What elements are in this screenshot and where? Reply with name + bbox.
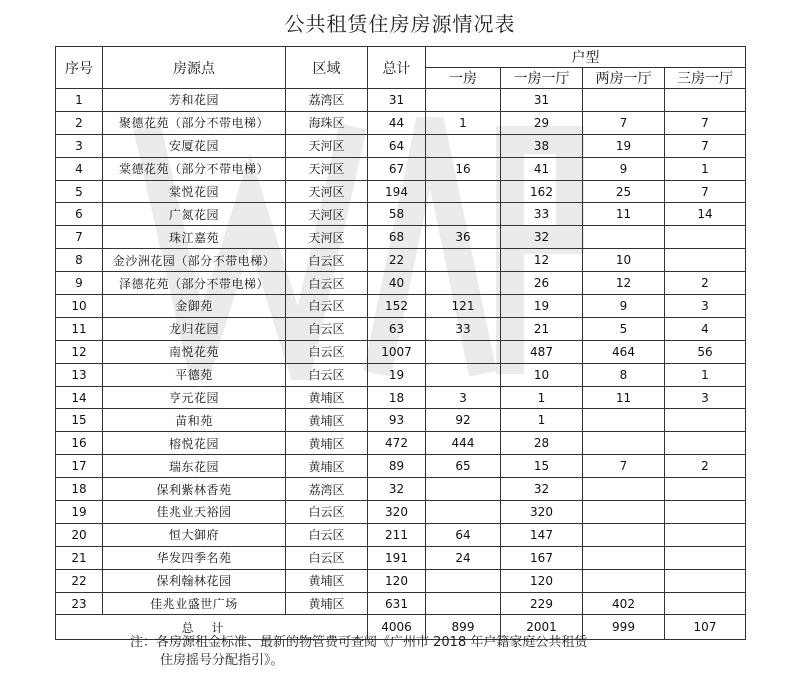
total-cell: 4006	[368, 615, 426, 640]
header-district: 区域	[286, 47, 368, 89]
cell-type-1: 36	[426, 226, 501, 249]
cell-district: 白云区	[286, 272, 368, 295]
cell-type-4: 7	[665, 111, 746, 134]
cell-type-2: 32	[501, 478, 583, 501]
cell-no: 5	[56, 180, 103, 203]
cell-type-3	[583, 409, 665, 432]
cell-type-2: 28	[501, 432, 583, 455]
cell-type-4	[665, 523, 746, 546]
cell-district: 海珠区	[286, 111, 368, 134]
cell-name: 平德苑	[103, 363, 286, 386]
header-name: 房源点	[103, 47, 286, 89]
cell-name: 保利紫林香苑	[103, 478, 286, 501]
cell-type-1	[426, 478, 501, 501]
table-row	[56, 272, 746, 295]
cell-total: 472	[368, 432, 426, 455]
cell-type-4	[665, 432, 746, 455]
cell-type-2: 10	[501, 363, 583, 386]
cell-total: 320	[368, 501, 426, 524]
cell-type-2: 147	[501, 523, 583, 546]
header-total: 总计	[368, 47, 426, 89]
housing-source-table	[55, 46, 746, 640]
cell-type-1	[426, 89, 501, 112]
cell-total: 631	[368, 592, 426, 615]
cell-type-2: 229	[501, 592, 583, 615]
total-label: 总计	[56, 615, 368, 640]
cell-type-1	[426, 501, 501, 524]
cell-name: 南悦花苑	[103, 340, 286, 363]
cell-name: 聚德花苑（部分不带电梯）	[103, 111, 286, 134]
total-type-3: 999	[583, 615, 665, 640]
cell-type-2: 120	[501, 569, 583, 592]
cell-name: 金沙洲花园（部分不带电梯）	[103, 249, 286, 272]
cell-district: 荔湾区	[286, 478, 368, 501]
table-row	[56, 317, 746, 340]
cell-type-4: 7	[665, 180, 746, 203]
cell-total: 194	[368, 180, 426, 203]
cell-type-3	[583, 478, 665, 501]
cell-no: 16	[56, 432, 103, 455]
cell-district: 白云区	[286, 363, 368, 386]
cell-total: 22	[368, 249, 426, 272]
cell-total: 93	[368, 409, 426, 432]
cell-district: 天河区	[286, 180, 368, 203]
cell-type-2: 26	[501, 272, 583, 295]
cell-name: 泽德花苑（部分不带电梯）	[103, 272, 286, 295]
cell-type-3	[583, 432, 665, 455]
cell-type-4	[665, 478, 746, 501]
cell-name: 金御苑	[103, 295, 286, 318]
cell-total: 191	[368, 546, 426, 569]
cell-type-4	[665, 501, 746, 524]
header-type-1: 一房	[426, 68, 501, 89]
cell-district: 白云区	[286, 340, 368, 363]
table-row	[56, 569, 746, 592]
cell-type-1: 16	[426, 157, 501, 180]
cell-type-2: 1	[501, 386, 583, 409]
cell-no: 7	[56, 226, 103, 249]
table-row	[56, 386, 746, 409]
cell-name: 棠德花苑（部分不带电梯）	[103, 157, 286, 180]
cell-district: 黄埔区	[286, 569, 368, 592]
table-row	[56, 409, 746, 432]
cell-type-3: 8	[583, 363, 665, 386]
cell-district: 白云区	[286, 523, 368, 546]
cell-type-3: 11	[583, 203, 665, 226]
cell-type-2: 31	[501, 89, 583, 112]
cell-district: 天河区	[286, 226, 368, 249]
cell-type-2: 15	[501, 455, 583, 478]
cell-name: 保利翰林花园	[103, 569, 286, 592]
cell-type-1	[426, 203, 501, 226]
cell-total: 63	[368, 317, 426, 340]
cell-no: 4	[56, 157, 103, 180]
cell-district: 天河区	[286, 203, 368, 226]
cell-total: 40	[368, 272, 426, 295]
cell-type-2: 320	[501, 501, 583, 524]
cell-no: 2	[56, 111, 103, 134]
cell-total: 32	[368, 478, 426, 501]
cell-type-1: 121	[426, 295, 501, 318]
cell-no: 15	[56, 409, 103, 432]
cell-no: 3	[56, 134, 103, 157]
cell-name: 华发四季名苑	[103, 546, 286, 569]
cell-type-4: 2	[665, 455, 746, 478]
cell-name: 芳和花园	[103, 89, 286, 112]
footnote-line-1: 注：各房源租金标准、最新的物管费可查阅《广州市 2018 年户籍家庭公共租赁	[130, 635, 588, 650]
cell-total: 18	[368, 386, 426, 409]
table-row	[56, 203, 746, 226]
table-row	[56, 157, 746, 180]
cell-type-1	[426, 249, 501, 272]
cell-type-1: 33	[426, 317, 501, 340]
cell-type-1: 92	[426, 409, 501, 432]
cell-type-2: 38	[501, 134, 583, 157]
cell-type-3	[583, 226, 665, 249]
cell-type-3: 25	[583, 180, 665, 203]
table-row	[56, 455, 746, 478]
table-row	[56, 295, 746, 318]
cell-type-3: 11	[583, 386, 665, 409]
cell-no: 23	[56, 592, 103, 615]
cell-district: 黄埔区	[286, 592, 368, 615]
cell-type-2: 29	[501, 111, 583, 134]
cell-type-2: 167	[501, 546, 583, 569]
cell-type-4	[665, 89, 746, 112]
cell-no: 10	[56, 295, 103, 318]
cell-type-3: 10	[583, 249, 665, 272]
cell-no: 17	[56, 455, 103, 478]
cell-type-3: 9	[583, 295, 665, 318]
cell-type-1: 3	[426, 386, 501, 409]
cell-total: 19	[368, 363, 426, 386]
cell-total: 89	[368, 455, 426, 478]
cell-total: 44	[368, 111, 426, 134]
table-row	[56, 249, 746, 272]
cell-name: 瑞东花园	[103, 455, 286, 478]
cell-no: 14	[56, 386, 103, 409]
cell-type-1: 64	[426, 523, 501, 546]
cell-type-4	[665, 546, 746, 569]
total-type-2: 2001	[501, 615, 583, 640]
cell-total: 64	[368, 134, 426, 157]
cell-type-2: 162	[501, 180, 583, 203]
cell-total: 58	[368, 203, 426, 226]
cell-type-1: 24	[426, 546, 501, 569]
cell-type-1: 1	[426, 111, 501, 134]
cell-district: 白云区	[286, 295, 368, 318]
cell-name: 恒大御府	[103, 523, 286, 546]
cell-total: 211	[368, 523, 426, 546]
cell-district: 白云区	[286, 317, 368, 340]
cell-no: 6	[56, 203, 103, 226]
cell-type-4	[665, 226, 746, 249]
cell-type-3: 9	[583, 157, 665, 180]
cell-name: 苗和苑	[103, 409, 286, 432]
cell-total: 67	[368, 157, 426, 180]
header-type-4: 三房一厅	[665, 68, 746, 89]
table-row	[56, 134, 746, 157]
header-no: 序号	[56, 47, 103, 89]
cell-type-4: 1	[665, 157, 746, 180]
cell-type-1	[426, 592, 501, 615]
cell-no: 20	[56, 523, 103, 546]
cell-total: 31	[368, 89, 426, 112]
cell-type-2: 21	[501, 317, 583, 340]
cell-type-1	[426, 134, 501, 157]
cell-type-4	[665, 249, 746, 272]
cell-no: 11	[56, 317, 103, 340]
cell-type-4: 14	[665, 203, 746, 226]
cell-district: 黄埔区	[286, 409, 368, 432]
cell-type-3	[583, 501, 665, 524]
table-row	[56, 432, 746, 455]
cell-district: 白云区	[286, 546, 368, 569]
cell-name: 亨元花园	[103, 386, 286, 409]
cell-total: 1007	[368, 340, 426, 363]
footnote	[130, 634, 690, 670]
cell-name: 安厦花园	[103, 134, 286, 157]
cell-district: 黄埔区	[286, 432, 368, 455]
cell-type-3	[583, 546, 665, 569]
cell-type-1	[426, 180, 501, 203]
table-row	[56, 546, 746, 569]
table-row	[56, 363, 746, 386]
table-row	[56, 340, 746, 363]
cell-type-2: 19	[501, 295, 583, 318]
header-type-3: 两房一厅	[583, 68, 665, 89]
cell-type-3	[583, 89, 665, 112]
cell-type-2: 12	[501, 249, 583, 272]
cell-type-3	[583, 523, 665, 546]
cell-district: 白云区	[286, 501, 368, 524]
cell-type-3: 7	[583, 455, 665, 478]
cell-type-1: 444	[426, 432, 501, 455]
cell-type-1: 65	[426, 455, 501, 478]
table-row	[56, 592, 746, 615]
cell-type-4: 4	[665, 317, 746, 340]
cell-total: 68	[368, 226, 426, 249]
cell-type-2: 1	[501, 409, 583, 432]
table-row	[56, 501, 746, 524]
cell-type-3: 12	[583, 272, 665, 295]
table-row	[56, 89, 746, 112]
table-row	[56, 523, 746, 546]
cell-type-4: 56	[665, 340, 746, 363]
cell-type-1	[426, 363, 501, 386]
cell-name: 榕悦花园	[103, 432, 286, 455]
cell-type-4	[665, 409, 746, 432]
cell-name: 广氮花园	[103, 203, 286, 226]
cell-type-4	[665, 592, 746, 615]
cell-name: 珠江嘉苑	[103, 226, 286, 249]
cell-type-3: 402	[583, 592, 665, 615]
footnote-line-2: 住房摇号分配指引》。	[160, 653, 284, 668]
cell-name: 棠悦花园	[103, 180, 286, 203]
cell-type-4: 3	[665, 295, 746, 318]
cell-type-3: 19	[583, 134, 665, 157]
cell-type-2: 32	[501, 226, 583, 249]
header-type-2: 一房一厅	[501, 68, 583, 89]
cell-name: 龙归花园	[103, 317, 286, 340]
cell-no: 13	[56, 363, 103, 386]
cell-name: 佳兆业盛世广场	[103, 592, 286, 615]
table-row	[56, 226, 746, 249]
cell-no: 18	[56, 478, 103, 501]
cell-type-3: 7	[583, 111, 665, 134]
cell-total: 120	[368, 569, 426, 592]
cell-district: 荔湾区	[286, 89, 368, 112]
cell-district: 黄埔区	[286, 455, 368, 478]
cell-no: 21	[56, 546, 103, 569]
table-row	[56, 111, 746, 134]
cell-district: 黄埔区	[286, 386, 368, 409]
table-row	[56, 180, 746, 203]
total-type-4: 107	[665, 615, 746, 640]
cell-type-1	[426, 340, 501, 363]
header-unit-type: 户型	[426, 47, 746, 68]
cell-no: 22	[56, 569, 103, 592]
cell-total: 152	[368, 295, 426, 318]
cell-type-4: 1	[665, 363, 746, 386]
cell-no: 12	[56, 340, 103, 363]
cell-type-4: 3	[665, 386, 746, 409]
cell-type-3: 464	[583, 340, 665, 363]
cell-district: 天河区	[286, 157, 368, 180]
cell-type-1	[426, 569, 501, 592]
cell-type-4: 2	[665, 272, 746, 295]
cell-type-2: 33	[501, 203, 583, 226]
cell-district: 白云区	[286, 249, 368, 272]
cell-no: 9	[56, 272, 103, 295]
total-type-1: 899	[426, 615, 501, 640]
cell-type-1	[426, 272, 501, 295]
cell-district: 天河区	[286, 134, 368, 157]
cell-type-3	[583, 569, 665, 592]
cell-type-3: 5	[583, 317, 665, 340]
cell-type-4: 7	[665, 134, 746, 157]
cell-type-2: 487	[501, 340, 583, 363]
cell-type-4	[665, 569, 746, 592]
table-row	[56, 478, 746, 501]
cell-no: 8	[56, 249, 103, 272]
page-title: 公共租赁住房房源情况表	[284, 12, 516, 36]
cell-type-2: 41	[501, 157, 583, 180]
cell-no: 19	[56, 501, 103, 524]
cell-name: 佳兆业天裕园	[103, 501, 286, 524]
cell-no: 1	[56, 89, 103, 112]
